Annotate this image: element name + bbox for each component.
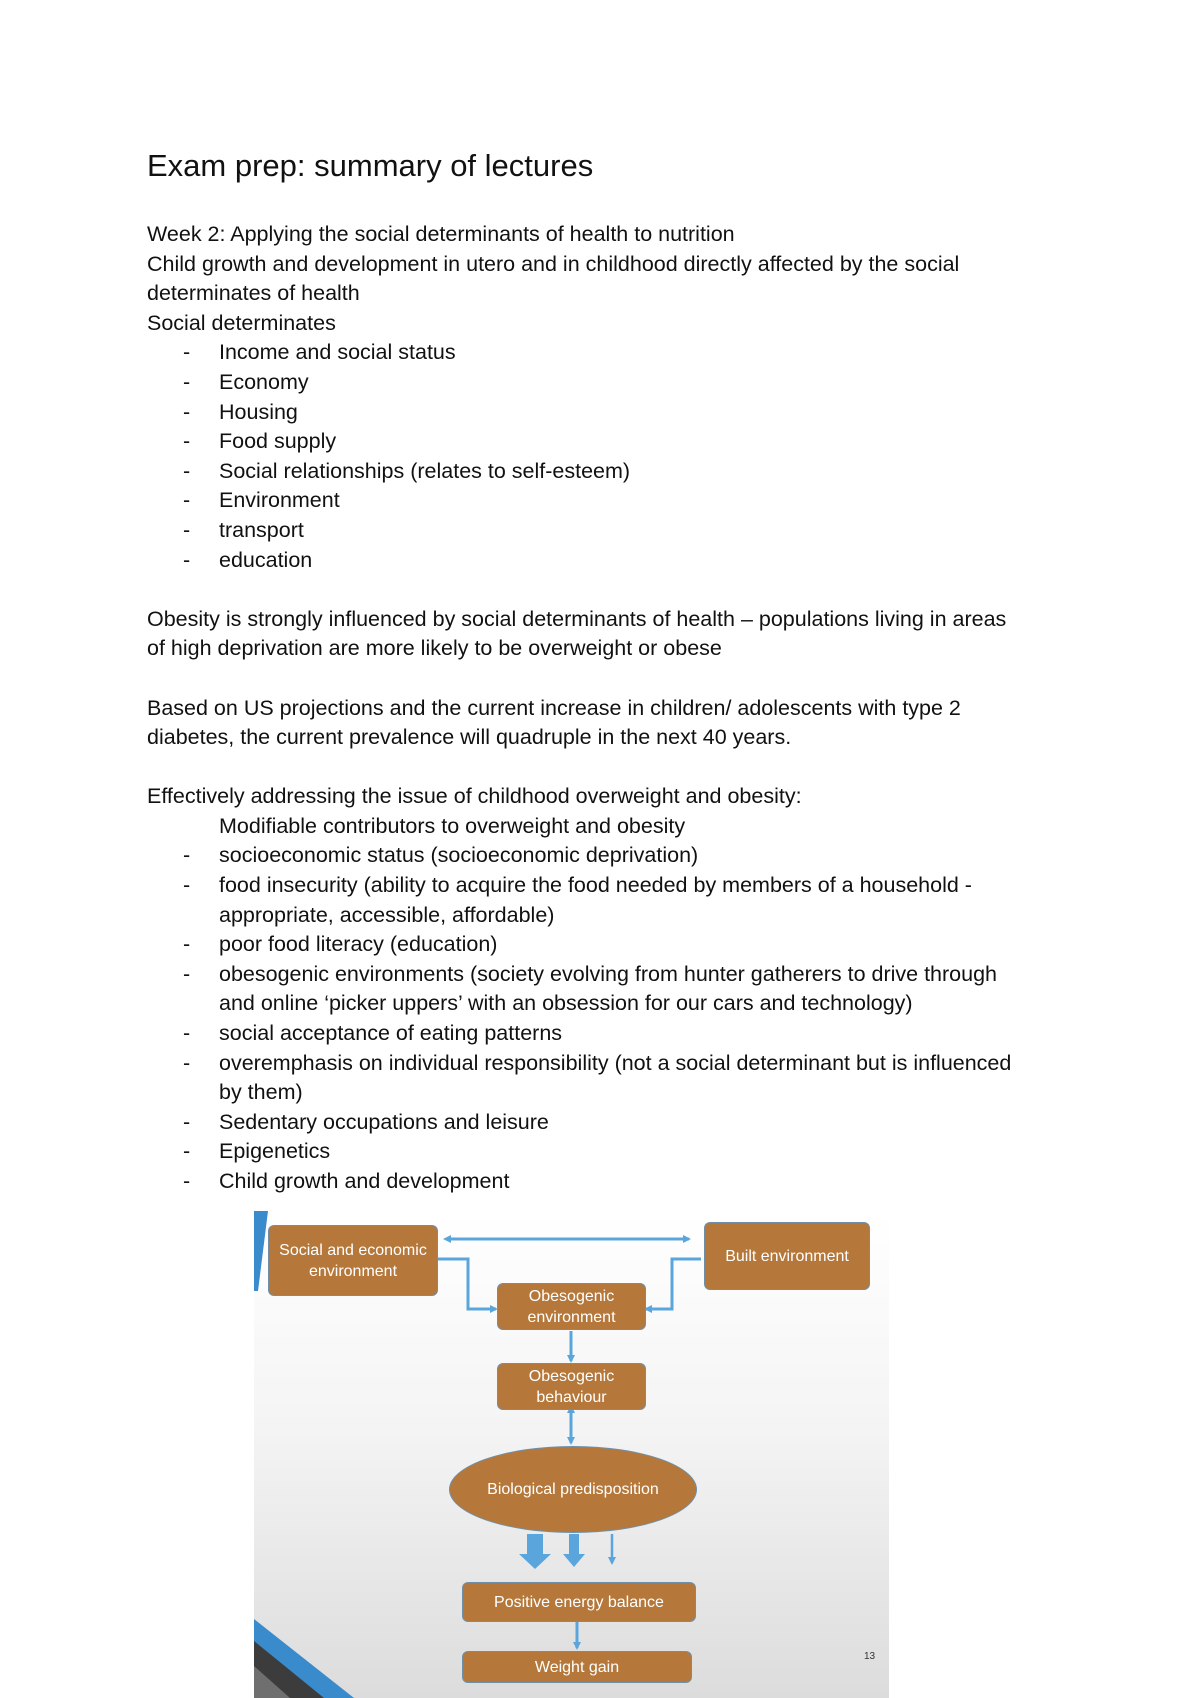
list-item: - overemphasis on individual responsibility (not a social determinant but is influenced xyxy=(147,1049,1067,1079)
bullet-dash: - xyxy=(183,369,191,394)
bullet-dash: - xyxy=(183,458,191,483)
arrow-medium-down xyxy=(563,1534,585,1567)
list-item: - education xyxy=(147,546,1067,576)
bullet-dash: - xyxy=(183,399,191,424)
list-item-continuation: by them) xyxy=(219,1080,303,1105)
list-item: - transport xyxy=(147,516,1067,546)
arrow-thick-down xyxy=(519,1534,551,1569)
addressing-heading: Effectively addressing the issue of childhood overweight and obesity: xyxy=(147,784,802,809)
bullet-dash: - xyxy=(183,1109,191,1134)
list-item: - Food supply xyxy=(147,427,1067,457)
intro-line-2: determinates of health xyxy=(147,281,360,306)
list-item: - Epigenetics xyxy=(147,1137,1067,1167)
bullet-dash: - xyxy=(183,932,191,957)
bullet-dash: - xyxy=(183,429,191,454)
bullet-dash: - xyxy=(183,873,191,898)
page-title: Exam prep: summary of lectures xyxy=(147,148,594,183)
box-biological-predisposition: Biological predisposition xyxy=(449,1446,697,1533)
social-determinates-label: Social determinates xyxy=(147,310,336,335)
bullet-dash: - xyxy=(183,547,191,572)
box-weight-gain: Weight gain xyxy=(462,1651,692,1683)
list-item: - Social relationships (relates to self-esteem) xyxy=(147,457,1067,487)
list-item: - Child growth and development xyxy=(147,1167,1067,1197)
slide-accent-stripe xyxy=(254,1211,268,1291)
bullet-dash: - xyxy=(183,517,191,542)
list-item-continuation: and online ‘picker uppers’ with an obsession for our cars and technology) xyxy=(219,991,913,1016)
bullet-dash: - xyxy=(183,1050,191,1075)
bullet-dash: - xyxy=(183,961,191,986)
box-obesogenic-behaviour: Obesogenic behaviour xyxy=(497,1363,646,1410)
document-body xyxy=(147,220,1067,1197)
determinants-list xyxy=(147,338,1067,575)
list-item: - food insecurity (ability to acquire the food needed by members of a household - xyxy=(147,871,1067,901)
box-obesogenic-environment: Obesogenic environment xyxy=(497,1283,646,1330)
list-item: - socioeconomic status (socioeconomic deprivation) xyxy=(147,841,1067,871)
obesity-paragraph-line-2: of high deprivation are more likely to be overweight or obese xyxy=(147,636,722,661)
us-projection-line-2: diabetes, the current prevalence will quadruple in the next 40 years. xyxy=(147,725,792,750)
list-item: - obesogenic environments (society evolving from hunter gatherers to drive through xyxy=(147,960,1067,990)
list-item: - poor food literacy (education) xyxy=(147,930,1067,960)
bullet-dash: - xyxy=(183,1169,191,1193)
bullet-dash: - xyxy=(183,488,191,513)
obesity-paragraph-line-1: Obesity is strongly influenced by social determinants of health – populations living in areas xyxy=(147,606,1007,631)
intro-line-1: Child growth and development in utero and in childhood directly affected by the social xyxy=(147,251,960,276)
bullet-dash: - xyxy=(183,1139,191,1164)
obesity-pathway-diagram xyxy=(254,1211,889,1698)
contributors-list xyxy=(147,841,1067,1196)
slide-number: 13 xyxy=(864,1651,876,1662)
arrow-built-to-env xyxy=(646,1259,701,1309)
list-item: - social acceptance of eating patterns xyxy=(147,1019,1067,1049)
arrow-social-to-env xyxy=(437,1259,496,1309)
list-item: - Environment xyxy=(147,486,1067,516)
box-built-environment: Built environment xyxy=(704,1222,870,1290)
list-item: - Sedentary occupations and leisure xyxy=(147,1108,1067,1138)
bullet-dash: - xyxy=(183,1021,191,1046)
box-social-economic-environment: Social and economic environment xyxy=(268,1225,438,1296)
list-item: - Economy xyxy=(147,368,1067,398)
us-projection-line-1: Based on US projections and the current increase in children/ adolescents with type 2 xyxy=(147,695,961,720)
list-item: - Housing xyxy=(147,398,1067,428)
bullet-dash: - xyxy=(183,843,191,868)
modifiable-label: Modifiable contributors to overweight and obesity xyxy=(219,813,686,838)
bullet-dash: - xyxy=(183,340,191,365)
list-item: - Income and social status xyxy=(147,338,1067,368)
box-positive-energy-balance: Positive energy balance xyxy=(462,1582,696,1622)
list-item-continuation: appropriate, accessible, affordable) xyxy=(219,902,555,927)
week-heading: Week 2: Applying the social determinants of health to nutrition xyxy=(147,222,735,246)
